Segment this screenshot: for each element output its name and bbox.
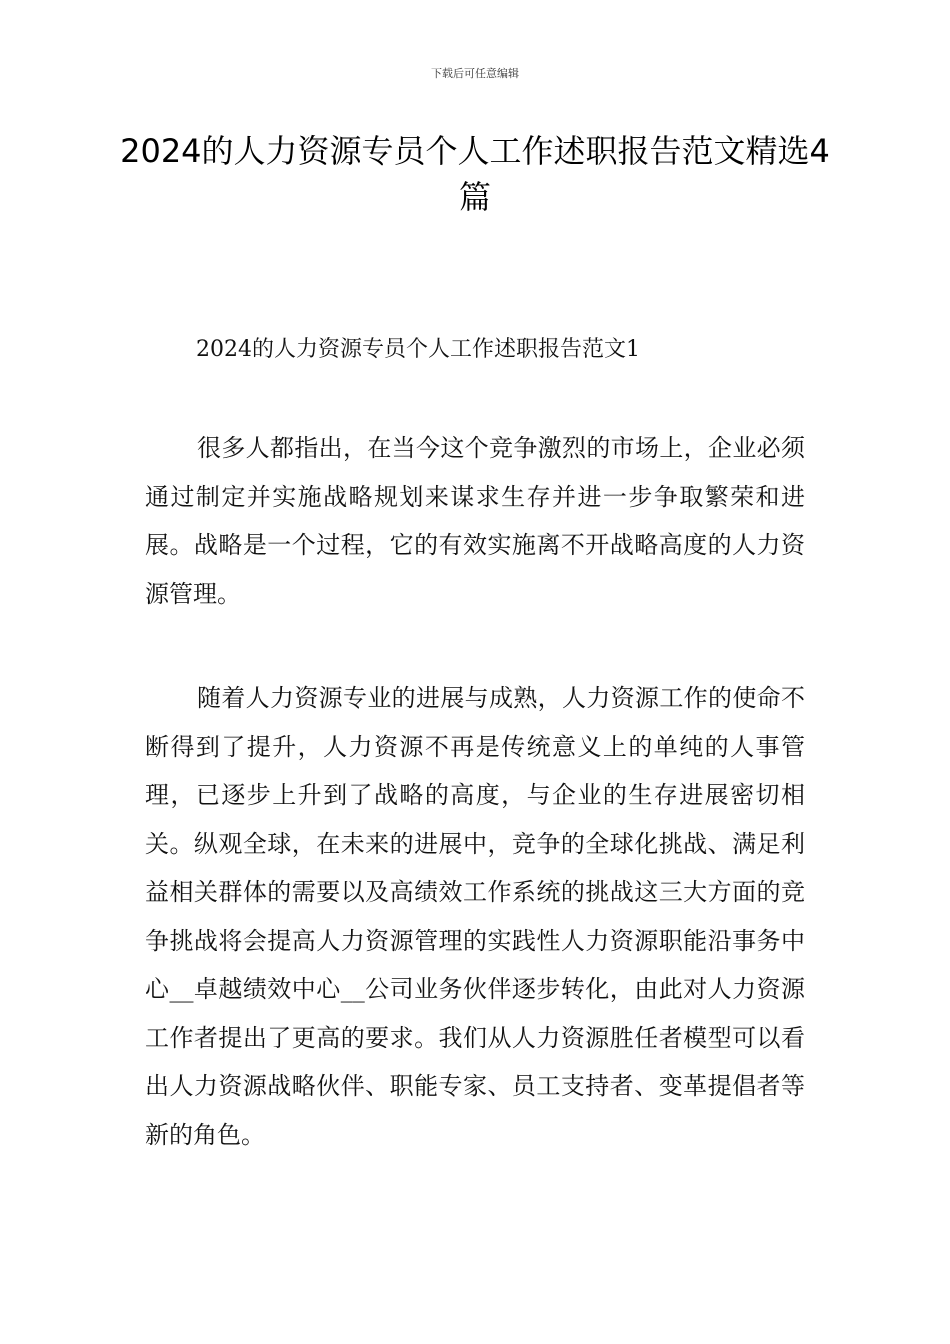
body-paragraph-2: 随着人力资源专业的进展与成熟，人力资源工作的使命不断得到了提升，人力资源不再是传统意义上的单纯的人事管理，已逐步上升到了战略的高度，与企业的生存进展密切相关。纵观全球，在未来的进展中，竞争的全球化挑战、满足利益相关群体的需要以及高绩效工作系统的挑战这三大方面的竞争挑战将会提高人力资源管理的实践性人力资源职能沿事务中心__卓越绩效中心__公司业务伙伴逐步转化，由此对人力资源工作者提出了更高的要求。我们从人力资源胜任者模型可以看出人力资源战略伙伴、职能专家、员工支持者、变革提倡者等新的角色。 [145, 684, 805, 1149]
section-heading: 2024的人力资源专员个人工作述职报告范文1 [196, 337, 640, 362]
header-note: 下载后可任意编辑 [431, 67, 519, 80]
document-title: 2024的人力资源专员个人工作述职报告范文精选4篇 [120, 132, 830, 216]
body-paragraph-1: 很多人都指出，在当今这个竞争激烈的市场上，企业必须通过制定并实施战略规划来谋求生存并进一步争取繁荣和进展。战略是一个过程，它的有效实施离不开战略高度的人力资源管理。 [145, 434, 805, 608]
